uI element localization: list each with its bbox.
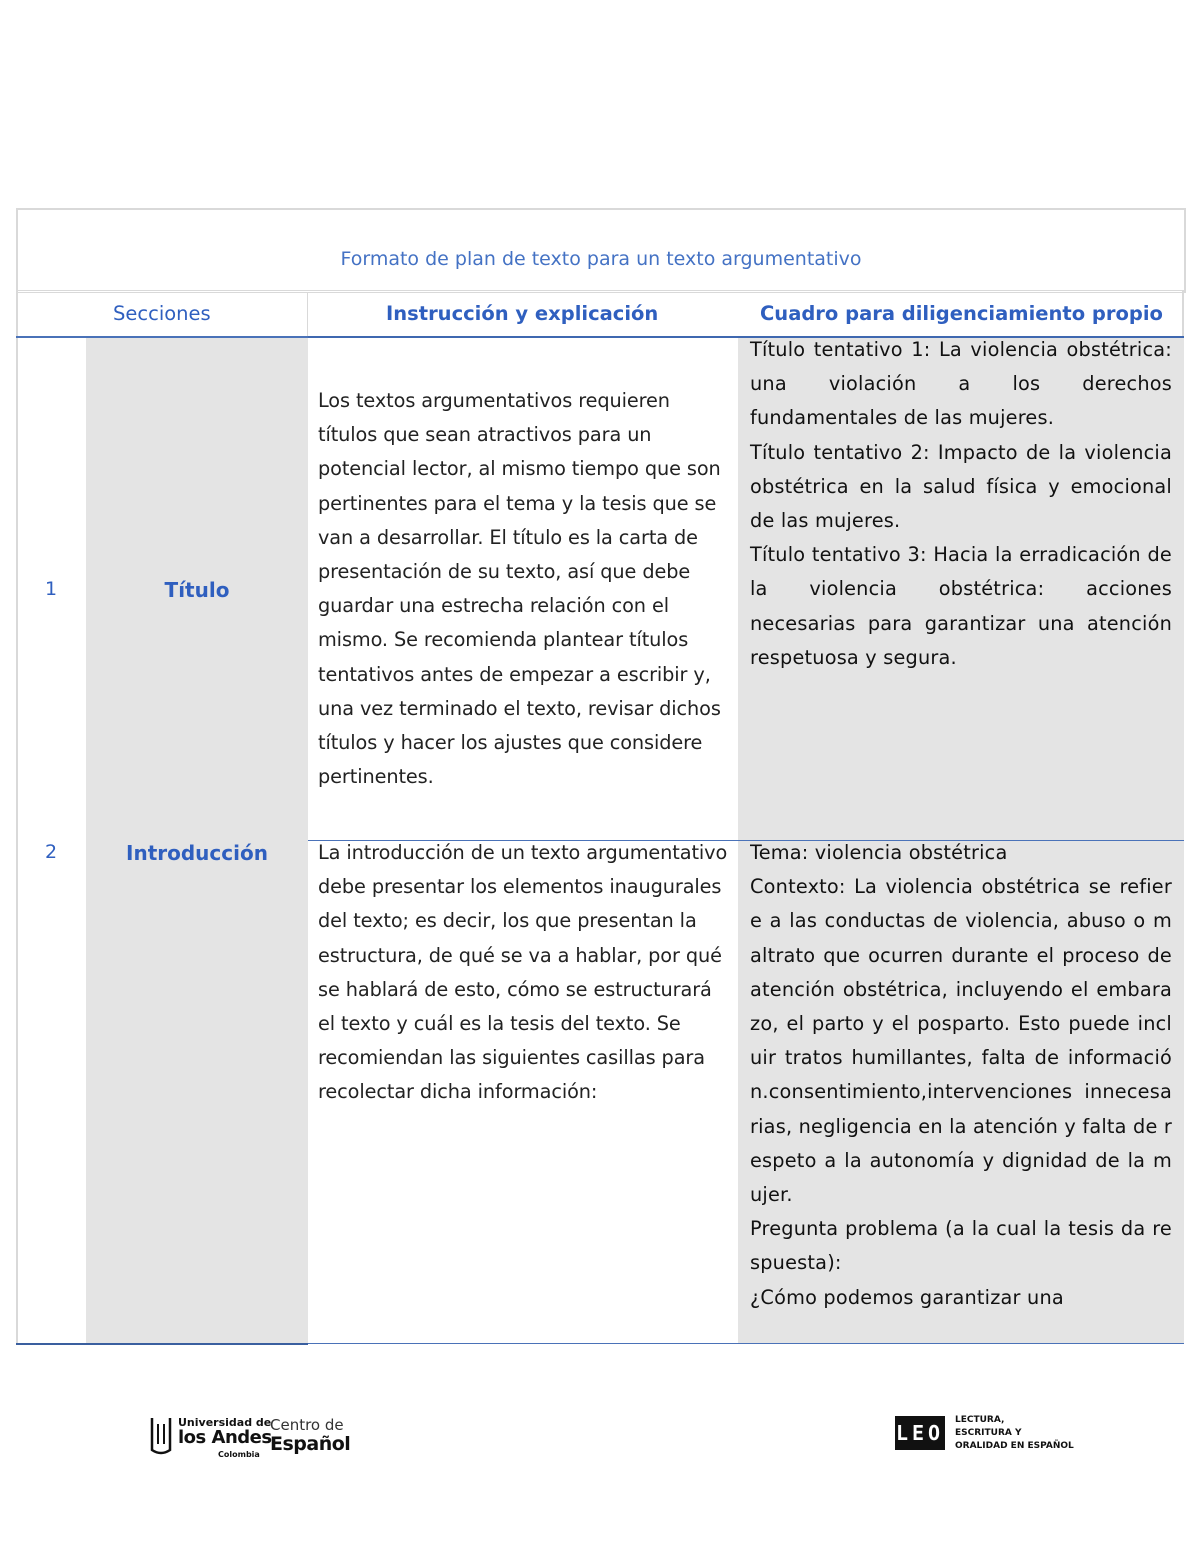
uniandes-emblem-icon [148,1416,174,1456]
centro-line2: Español [270,1433,351,1455]
leo-letters: LEO [895,1416,945,1450]
header-own-box-label: Cuadro para diligenciamiento propio [760,302,1163,325]
row-number: 1 [45,578,58,600]
row-instruction: La introducción de un texto argumentativo debe presentar los elementos inaugurales del texto; es decir, los que presentan la estructura, de qué se va a hablar, por qué se hablará de esto, cómo se estructurará el texto y cuál es la tesis del texto. Se recomiendan las siguientes casillas para recolectar dicha información: [318,841,728,1104]
uniandes-line3: Colombia [218,1450,260,1459]
left-border [16,290,18,1344]
fill-paragraph: Pregunta problema (a la cual la tesis da respuesta): [750,1217,1172,1275]
fill-paragraph: ¿Cómo podemos garantizar una [750,1285,1064,1309]
table-title: Formato de plan de texto para un texto argumentativo [340,248,862,270]
row-section-title: Título [164,578,230,602]
header-instruction-label: Instrucción y explicación [386,302,659,325]
header-top-line [16,290,1184,291]
table-bottom-line [16,1343,308,1345]
fill-paragraph: Título tentativo 1: La violencia obstétrica: una violación a los derechos fundamentales de las mujeres. [750,338,1172,430]
uniandes-line2: los Andes [178,1427,272,1448]
leo-line1: LECTURA, [955,1415,1005,1425]
header-instruction [308,292,738,338]
fill-paragraph: Tema: violencia obstétrica [750,841,1008,864]
fill-paragraph: Contexto: La violencia obstétrica se refiere a las conductas de violencia, abuso o maltrato que ocurren durante el proceso de atención obstétrica, incluyendo el embarazo, el parto y el posparto. Esto puede incluir tratos humillantes, falta de información.consentimiento,intervenciones innecesarias, negligencia en la atención y falta de respeto a la autonomía y dignidad de la mujer. [750,875,1172,1207]
row-number: 2 [45,841,58,863]
fill-paragraph: Título tentativo 2: Impacto de la violencia obstétrica en la salud física y emocional de las mujeres. [750,440,1172,533]
header-own-box [738,292,1184,338]
header-sections-label: Secciones [113,302,211,325]
row-fill-box [750,333,1172,675]
centro-line1: Centro de [270,1416,344,1434]
header-sections [16,292,308,338]
leo-line2: ESCRITURA Y [955,1428,1022,1438]
uniandes-line1: Universidad de [178,1416,272,1429]
table-bottom-line-right [308,1343,1184,1344]
leo-line3: ORALIDAD EN ESPAÑOL [955,1441,1074,1451]
leo-text [955,1414,1074,1453]
row-section-title: Introducción [126,841,268,865]
row-fill-box [750,836,1172,1342]
row-instruction: Los textos argumentativos requieren títulos que sean atractivos para un potencial lector, al mismo tiempo que son pertinentes para el tema y la tesis que se van a desarrollar. El título es la carta de presentación de su texto, así que debe guardar una estrecha relación con el mismo. Se recomienda plantear títulos tentativos antes de empezar a escribir y, una vez terminado el texto, revisar dichos títulos y hacer los ajustes que considere pertinentes. [318,389,721,789]
fill-paragraph: Título tentativo 3: Hacia la erradicación de la violencia obstétrica: acciones necesarias para garantizar una atención respetuosa y segura. [750,543,1172,669]
table-title-cell [16,208,1186,293]
